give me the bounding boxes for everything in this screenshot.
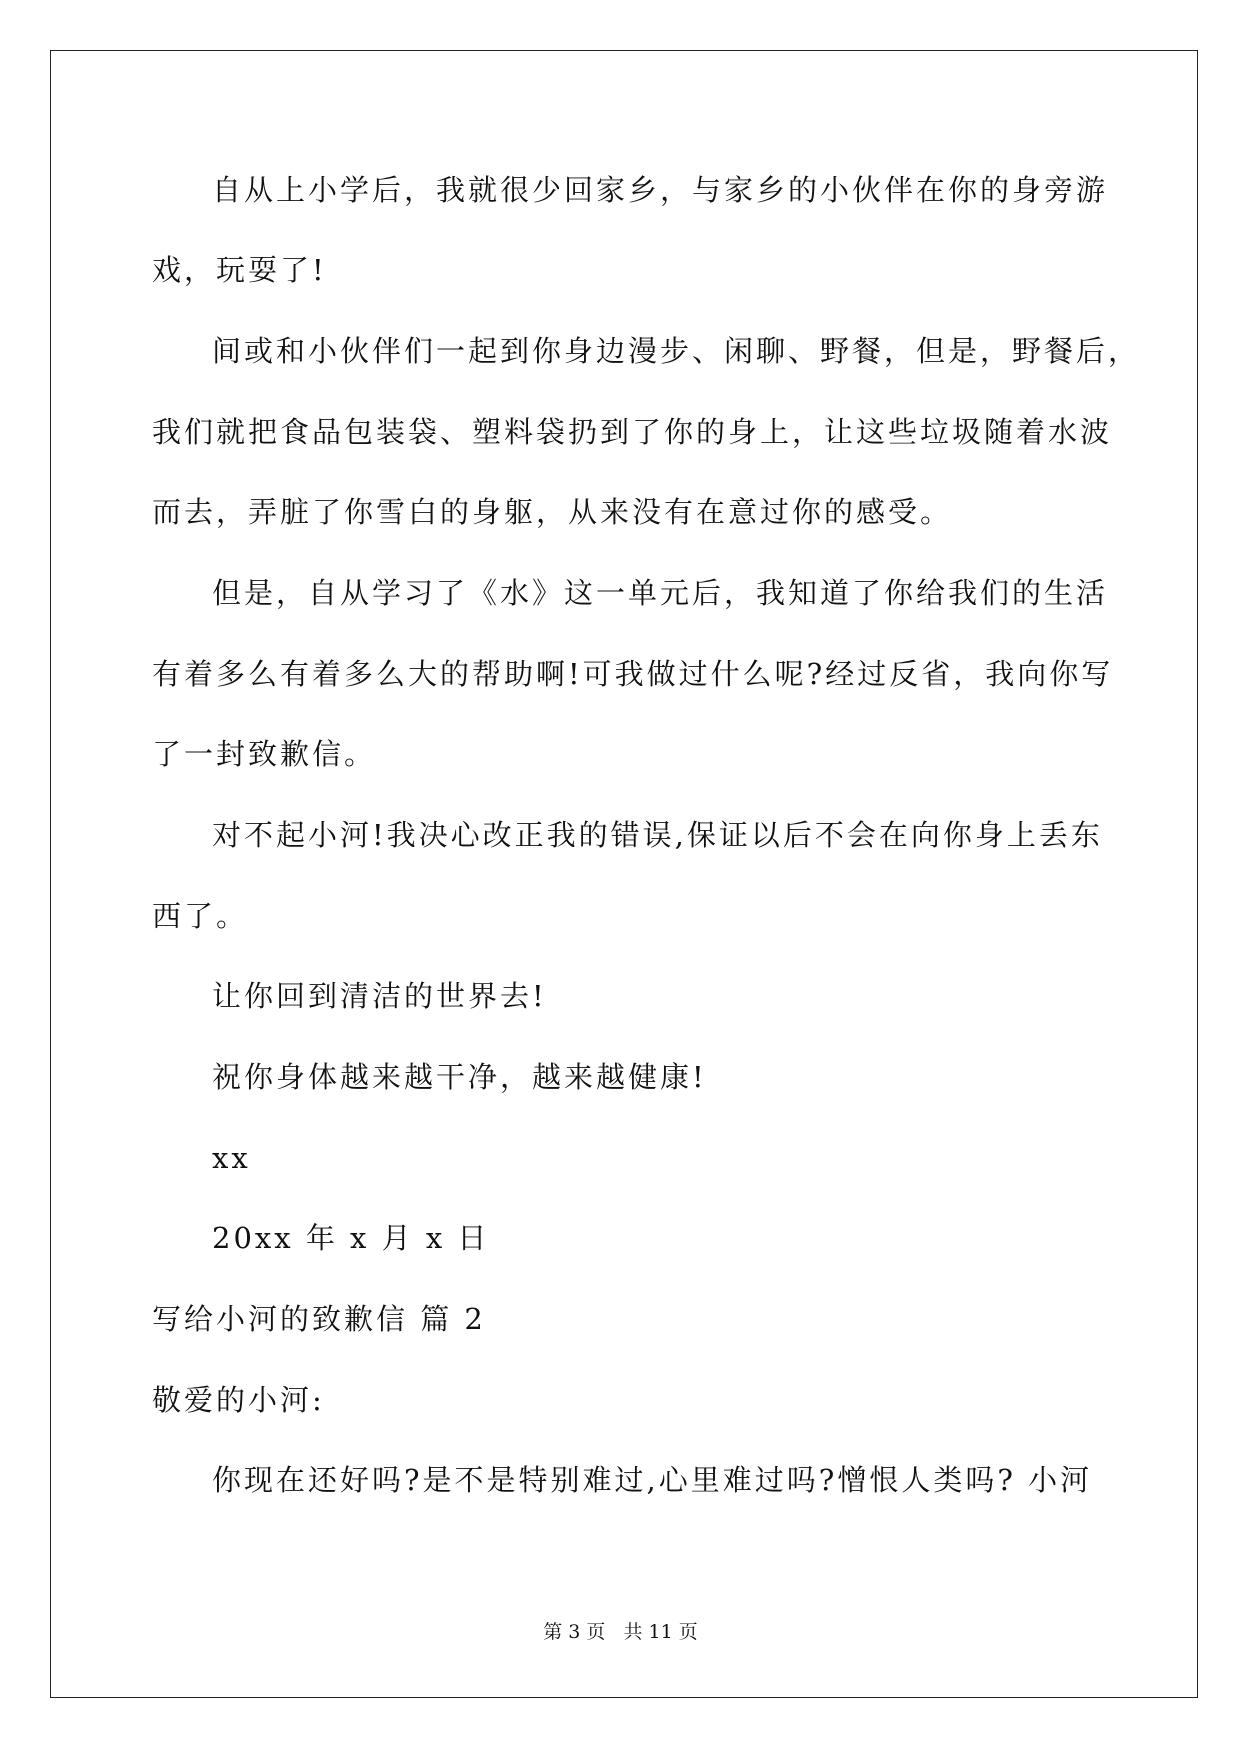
text-line: 祝你身体越来越干净，越来越健康! (212, 1060, 707, 1094)
text-line: 了一封致歉信。 (152, 737, 377, 771)
text-line: 戏，玩耍了! (152, 253, 327, 287)
date-line: 20xx 年 x 月 x 日 (212, 1221, 490, 1255)
text-line: 对不起小河!我决心改正我的错误,保证以后不会在向你身上丢东 (212, 818, 1103, 852)
text-line: 而去，弄脏了你雪白的身躯，从来没有在意过你的感受。 (152, 495, 953, 529)
page-border (50, 50, 1198, 1698)
text-line: 间或和小伙伴们一起到你身边漫步、闲聊、野餐，但是，野餐后， (212, 334, 1141, 368)
text-line: 让你回到清洁的世界去! (212, 979, 547, 1013)
page-number: 第 3 页 共 11 页 (543, 1621, 698, 1643)
signature: xx (212, 1141, 251, 1175)
text-line: 自从上小学后，我就很少回家乡，与家乡的小伙伴在你的身旁游 (212, 173, 1109, 207)
section-heading: 写给小河的致歉信 篇 2 (152, 1302, 486, 1336)
salutation: 敬爱的小河: (152, 1383, 325, 1417)
text-line: 西了。 (152, 899, 249, 933)
text-line: 但是，自从学习了《水》这一单元后，我知道了你给我们的生活 (212, 576, 1109, 610)
text-line: 我们就把食品包装袋、塑料袋扔到了你的身上，让这些垃圾随着水波 (152, 415, 1113, 449)
text-line: 你现在还好吗?是不是特别难过,心里难过吗?憎恨人类吗? 小河 (212, 1463, 1093, 1497)
text-line: 有着多么有着多么大的帮助啊!可我做过什么呢?经过反省，我向你写 (152, 657, 1114, 691)
